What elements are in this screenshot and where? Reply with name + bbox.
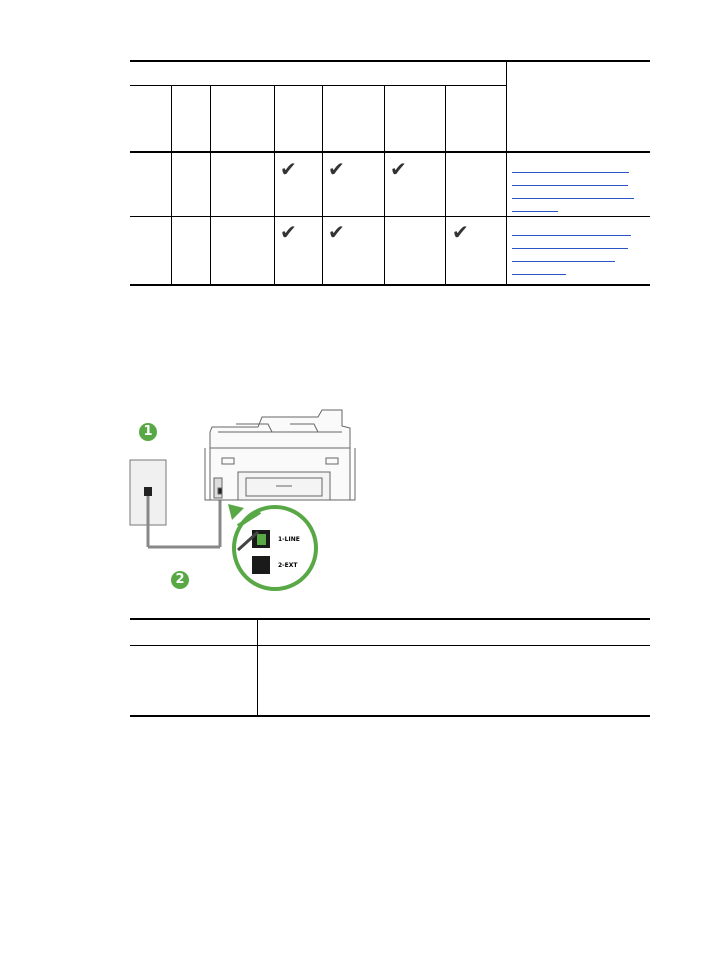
- printer-illustration: [205, 410, 355, 500]
- check-mark-icon: ✔: [390, 157, 407, 181]
- key-table-bottom-rule: [130, 715, 650, 717]
- ext-port-icon: [252, 556, 270, 574]
- port-label-ext: 2-EXT: [278, 562, 298, 569]
- check-mark-icon: ✔: [452, 220, 469, 244]
- check-mark-icon: ✔: [328, 157, 345, 181]
- check-mark-icon: ✔: [328, 220, 345, 244]
- port-label-line: 1-LINE: [278, 536, 300, 543]
- wall-jack-socket: [144, 487, 152, 496]
- key-table-top-rule: [130, 618, 650, 620]
- callout-2: 2: [171, 571, 189, 589]
- key-table-col-divider: [257, 620, 258, 716]
- callout-arrow: [228, 504, 244, 520]
- callout-1: 1: [139, 423, 157, 441]
- key-table-header-rule: [130, 645, 650, 646]
- check-mark-icon: ✔: [280, 220, 297, 244]
- check-mark-icon: ✔: [280, 157, 297, 181]
